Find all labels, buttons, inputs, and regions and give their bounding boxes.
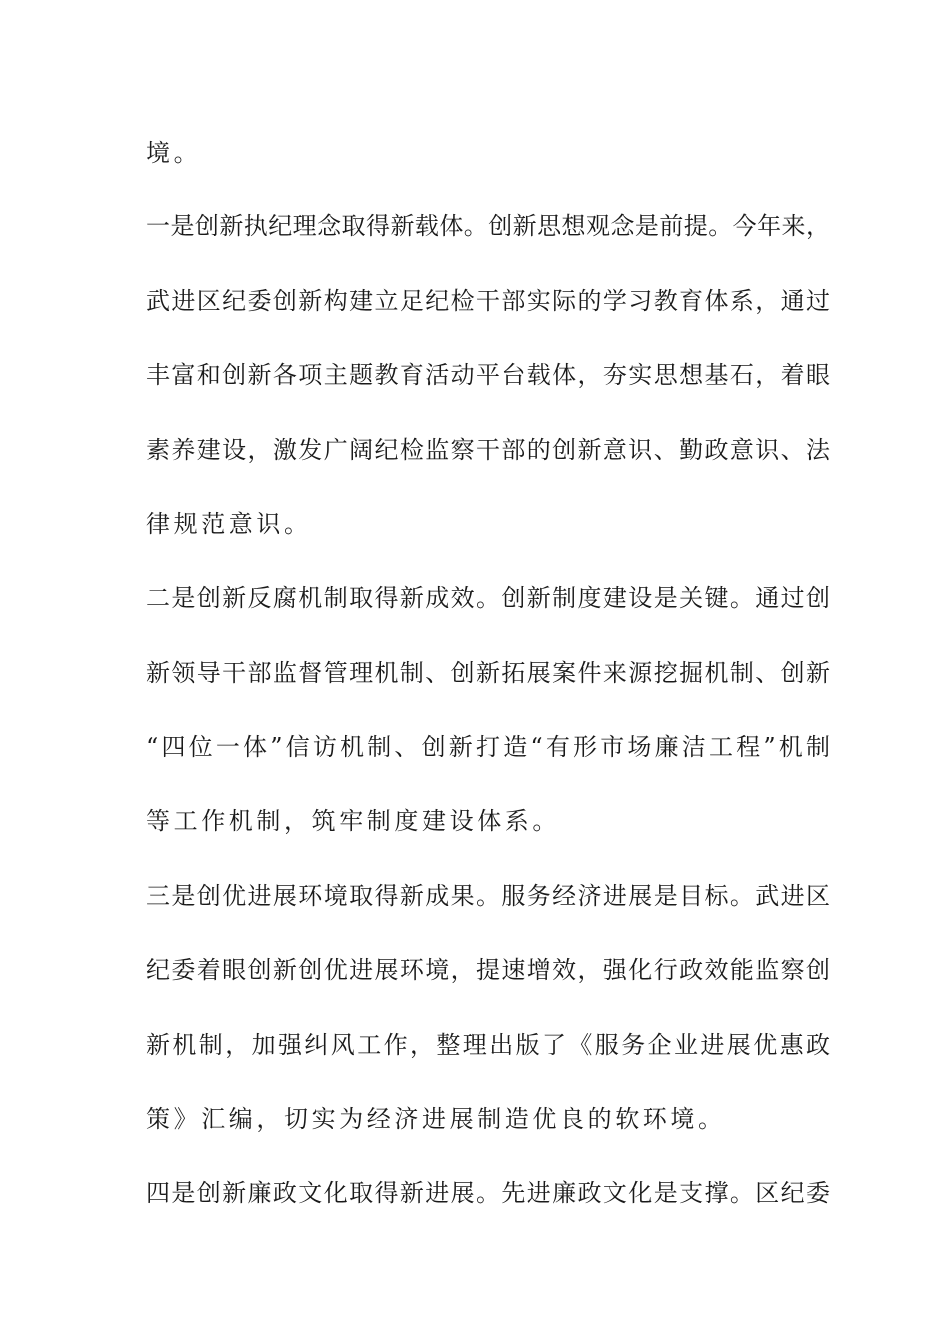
text-line: 境。 [146,139,202,167]
text-line: “四位一体”信访机制、创新打造“有形市场廉洁工程”机制 [146,733,830,761]
text-line: 律规范意识。 [146,510,312,538]
text-line: 素养建设，激发广阔纪检监察干部的创新意识、勤政意识、法 [146,436,830,464]
text-line: 丰富和创新各项主题教育活动平台载体，夯实思想基石，着眼 [146,361,830,389]
text-line: 四是创新廉政文化取得新进展。先进廉政文化是支撑。区纪委 [146,1179,830,1207]
text-line: 策》汇编，切实为经济进展制造优良的软环境。 [146,1105,726,1133]
text-line: 纪委着眼创新创优进展环境，提速增效，强化行政效能监察创 [146,956,830,984]
text-line: 二是创新反腐机制取得新成效。创新制度建设是关键。通过创 [146,584,830,612]
text-line: 武进区纪委创新构建立足纪检干部实际的学习教育体系，通过 [146,287,830,315]
text-line: 等工作机制，筑牢制度建设体系。 [146,807,560,835]
text-line: 新领导干部监督管理机制、创新拓展案件来源挖掘机制、创新 [146,659,830,687]
text-line: 三是创优进展环境取得新成果。服务经济进展是目标。武进区 [146,882,830,910]
text-line: 新机制，加强纠风工作，整理出版了《服务企业进展优惠政 [146,1031,830,1059]
text-line: 一是创新执纪理念取得新载体。创新思想观念是前提。今年来， [146,212,830,240]
